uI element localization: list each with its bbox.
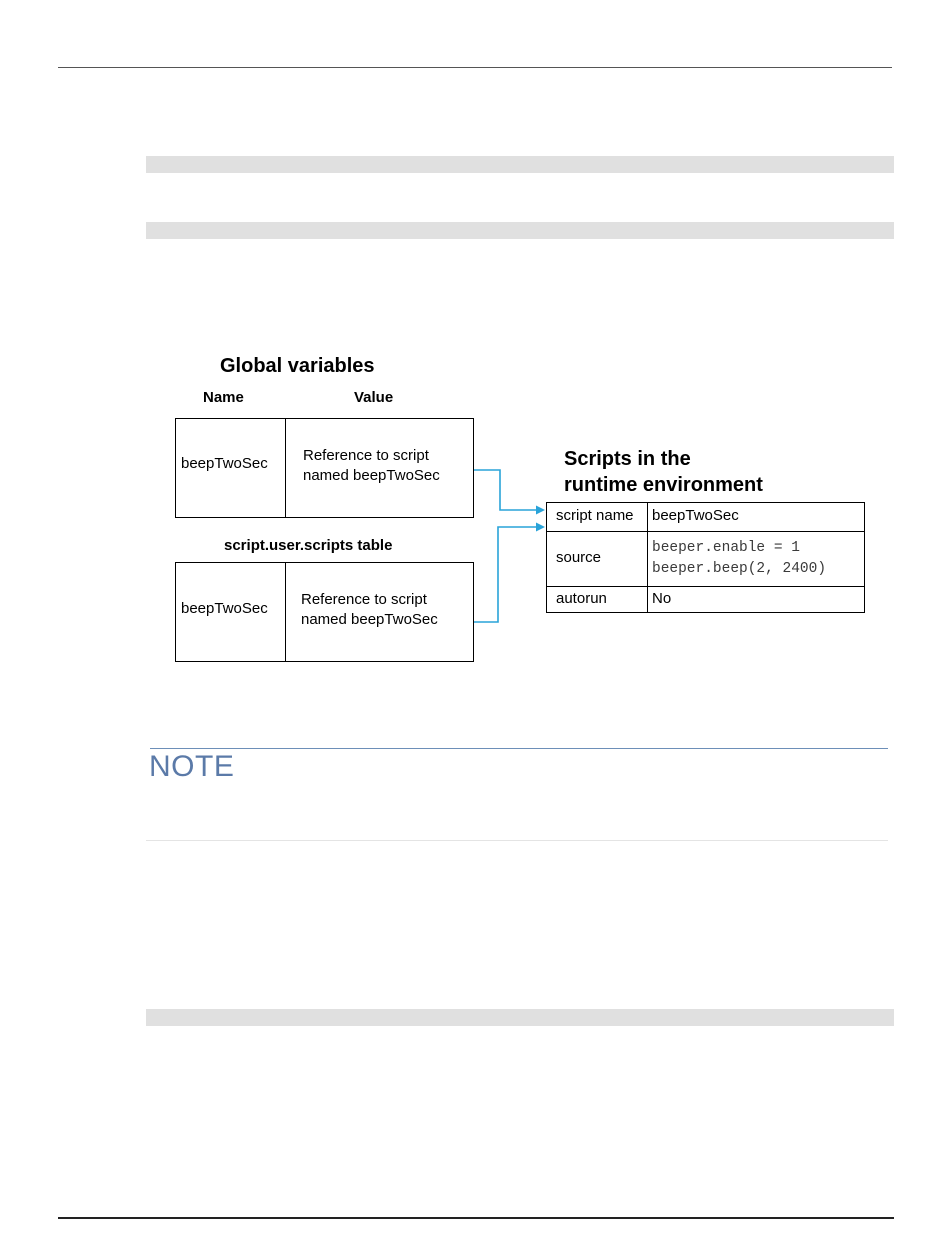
note-rule: [150, 748, 888, 749]
arrow-head-icon: [536, 523, 545, 532]
user-scripts-connector: [474, 527, 537, 622]
note-end-rule: [146, 840, 888, 841]
script-entry-value-line-1: Reference to script: [301, 591, 427, 608]
global-variables-title: Global variables: [220, 355, 375, 377]
source-key: source: [556, 549, 602, 566]
code-block-bar: [146, 1009, 894, 1026]
runtime-title-line-2: runtime environment: [564, 474, 763, 496]
source-code-line-1: beeper.enable = 1: [652, 540, 800, 556]
variable-name: beepTwoSec: [181, 455, 268, 472]
autorun-value: No: [652, 590, 672, 607]
user-scripts-table-title: script.user.scripts table: [224, 537, 393, 554]
note-label: NOTE: [149, 750, 235, 783]
runtime-title-line-1: Scripts in the: [564, 448, 691, 470]
autorun-key: autorun: [556, 590, 607, 607]
variable-value-line-2: named beepTwoSec: [303, 467, 440, 484]
footer-rule: [58, 1217, 894, 1219]
value-column-header: Value: [354, 389, 394, 406]
arrow-head-icon: [536, 506, 545, 515]
script-entry-name: beepTwoSec: [181, 600, 268, 617]
script-name-key: script name: [556, 507, 634, 524]
name-column-header: Name: [203, 389, 244, 406]
global-variable-connector: [474, 470, 537, 510]
variable-value-line-1: Reference to script: [303, 447, 429, 464]
script-name-value: beepTwoSec: [652, 507, 739, 524]
script-entry-value-line-2: named beepTwoSec: [301, 611, 438, 628]
source-code-line-2: beeper.beep(2, 2400): [652, 561, 827, 577]
